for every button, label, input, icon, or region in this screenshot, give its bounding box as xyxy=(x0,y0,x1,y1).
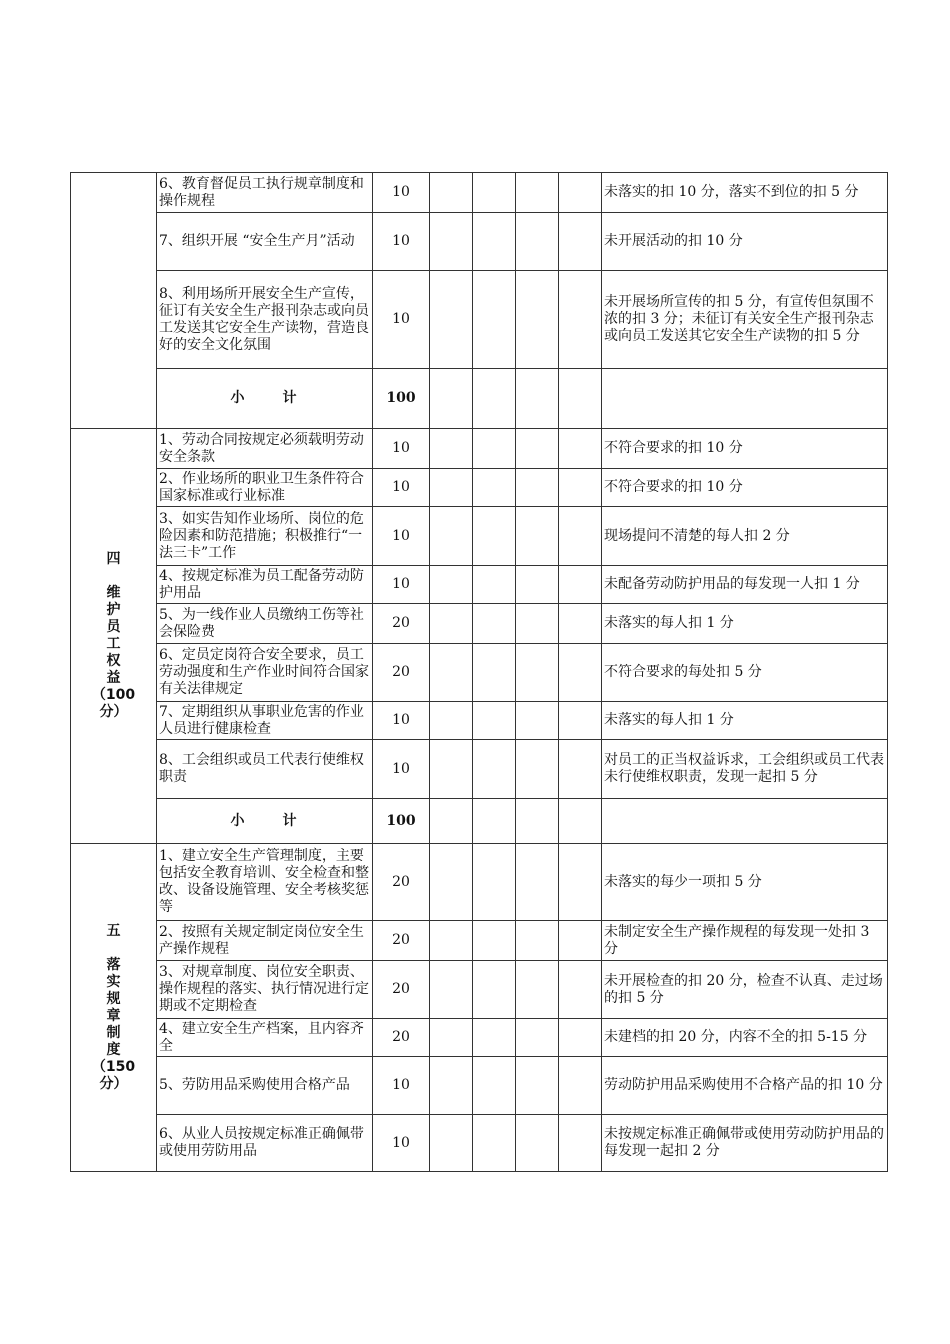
blank-cell xyxy=(473,507,516,566)
blank-cell xyxy=(516,566,559,604)
table-row xyxy=(71,644,888,702)
table-row xyxy=(71,1057,888,1115)
blank-cell xyxy=(516,213,559,271)
section-label: 四 维 护 员 工 权 益 （100 分） xyxy=(71,429,157,844)
item-text: 5、劳防用品采购使用合格产品 xyxy=(157,1057,373,1115)
deduction-rule: 未落实的每人扣 1 分 xyxy=(602,702,888,740)
item-text: 1、劳动合同按规定必须载明劳动安全条款 xyxy=(157,429,373,469)
blank-cell xyxy=(559,644,602,702)
blank-cell xyxy=(430,740,473,799)
table-row xyxy=(71,1019,888,1057)
blank-cell xyxy=(559,1019,602,1057)
blank-cell xyxy=(430,644,473,702)
standard-score: 10 xyxy=(373,507,430,566)
blank-cell xyxy=(516,369,559,429)
blank-cell xyxy=(559,1115,602,1172)
blank-cell xyxy=(516,644,559,702)
item-text: 6、教育督促员工执行规章制度和操作规程 xyxy=(157,173,373,213)
blank-cell xyxy=(430,961,473,1019)
blank-cell xyxy=(473,566,516,604)
blank-cell xyxy=(602,799,888,844)
subtotal-row xyxy=(71,799,888,844)
blank-cell xyxy=(559,1057,602,1115)
section-label xyxy=(71,173,157,429)
blank-cell xyxy=(516,1057,559,1115)
item-text: 2、按照有关规定制定岗位安全生产操作规程 xyxy=(157,921,373,961)
table-row xyxy=(71,844,888,921)
blank-cell xyxy=(516,507,559,566)
blank-cell xyxy=(516,740,559,799)
blank-cell xyxy=(430,507,473,566)
deduction-rule: 未开展场所宣传的扣 5 分，有宣传但氛围不浓的扣 3 分；未征订有关安全生产报刊杂志或向员工发送其它安全生产读物的扣 5 分 xyxy=(602,271,888,369)
blank-cell xyxy=(516,604,559,644)
standard-score: 20 xyxy=(373,844,430,921)
blank-cell xyxy=(516,469,559,507)
blank-cell xyxy=(516,844,559,921)
blank-cell xyxy=(473,1019,516,1057)
deduction-rule: 不符合要求的扣 10 分 xyxy=(602,469,888,507)
blank-cell xyxy=(559,844,602,921)
blank-cell xyxy=(559,921,602,961)
deduction-rule: 劳动防护用品采购使用不合格产品的扣 10 分 xyxy=(602,1057,888,1115)
blank-cell xyxy=(559,604,602,644)
item-text: 3、如实告知作业场所、岗位的危险因素和防范措施；积极推行“一法三卡”工作 xyxy=(157,507,373,566)
table-row xyxy=(71,1115,888,1172)
blank-cell xyxy=(559,740,602,799)
blank-cell xyxy=(559,507,602,566)
table-row xyxy=(71,173,888,213)
table-row xyxy=(71,469,888,507)
standard-score: 10 xyxy=(373,702,430,740)
blank-cell xyxy=(430,702,473,740)
blank-cell xyxy=(473,173,516,213)
standard-score: 10 xyxy=(373,213,430,271)
blank-cell xyxy=(473,429,516,469)
blank-cell xyxy=(473,961,516,1019)
table-row xyxy=(71,271,888,369)
item-text: 8、利用场所开展安全生产宣传，征订有关安全生产报刊杂志或向员工发送其它安全生产读物，营造良好的安全文化氛围 xyxy=(157,271,373,369)
blank-cell xyxy=(559,702,602,740)
standard-score: 20 xyxy=(373,921,430,961)
standard-score: 20 xyxy=(373,961,430,1019)
deduction-rule: 未建档的扣 20 分，内容不全的扣 5-15 分 xyxy=(602,1019,888,1057)
item-text: 8、工会组织或员工代表行使维权职责 xyxy=(157,740,373,799)
blank-cell xyxy=(516,1019,559,1057)
deduction-rule: 未制定安全生产操作规程的每发现一处扣 3 分 xyxy=(602,921,888,961)
item-text: 3、对规章制度、岗位安全职责、操作规程的落实、执行情况进行定期或不定期检查 xyxy=(157,961,373,1019)
blank-cell xyxy=(516,429,559,469)
item-text: 7、组织开展 “安全生产月”活动 xyxy=(157,213,373,271)
standard-score: 20 xyxy=(373,1019,430,1057)
blank-cell xyxy=(473,844,516,921)
blank-cell xyxy=(473,644,516,702)
standard-score: 20 xyxy=(373,644,430,702)
item-text: 2、作业场所的职业卫生条件符合国家标准或行业标准 xyxy=(157,469,373,507)
deduction-rule: 未落实的扣 10 分，落实不到位的扣 5 分 xyxy=(602,173,888,213)
standard-score: 10 xyxy=(373,469,430,507)
blank-cell xyxy=(559,429,602,469)
blank-cell xyxy=(430,213,473,271)
standard-score: 10 xyxy=(373,740,430,799)
blank-cell xyxy=(516,271,559,369)
standard-score: 10 xyxy=(373,173,430,213)
blank-cell xyxy=(559,799,602,844)
subtotal-row xyxy=(71,369,888,429)
blank-cell xyxy=(430,1019,473,1057)
blank-cell xyxy=(430,271,473,369)
blank-cell xyxy=(516,1115,559,1172)
deduction-rule: 未按规定标准正确佩带或使用劳动防护用品的每发现一起扣 2 分 xyxy=(602,1115,888,1172)
deduction-rule: 不符合要求的每处扣 5 分 xyxy=(602,644,888,702)
blank-cell xyxy=(473,369,516,429)
table-row xyxy=(71,740,888,799)
blank-cell xyxy=(473,213,516,271)
blank-cell xyxy=(430,844,473,921)
deduction-rule: 未落实的每人扣 1 分 xyxy=(602,604,888,644)
blank-cell xyxy=(430,173,473,213)
subtotal-label: 小 计 xyxy=(157,369,373,429)
blank-cell xyxy=(430,566,473,604)
blank-cell xyxy=(473,271,516,369)
blank-cell xyxy=(430,1057,473,1115)
blank-cell xyxy=(559,961,602,1019)
blank-cell xyxy=(559,173,602,213)
table-row xyxy=(71,961,888,1019)
standard-score: 10 xyxy=(373,566,430,604)
subtotal-score: 100 xyxy=(373,799,430,844)
blank-cell xyxy=(559,469,602,507)
blank-cell xyxy=(516,921,559,961)
assessment-table xyxy=(70,172,888,1172)
blank-cell xyxy=(516,799,559,844)
blank-cell xyxy=(516,702,559,740)
blank-cell xyxy=(559,213,602,271)
standard-score: 10 xyxy=(373,429,430,469)
deduction-rule: 不符合要求的扣 10 分 xyxy=(602,429,888,469)
blank-cell xyxy=(473,469,516,507)
blank-cell xyxy=(430,604,473,644)
subtotal-score: 100 xyxy=(373,369,430,429)
blank-cell xyxy=(473,702,516,740)
item-text: 5、为一线作业人员缴纳工伤等社会保险费 xyxy=(157,604,373,644)
standard-score: 10 xyxy=(373,1057,430,1115)
blank-cell xyxy=(559,369,602,429)
deduction-rule: 未落实的每少一项扣 5 分 xyxy=(602,844,888,921)
item-text: 6、从业人员按规定标准正确佩带或使用劳防用品 xyxy=(157,1115,373,1172)
blank-cell xyxy=(430,469,473,507)
blank-cell xyxy=(473,1057,516,1115)
blank-cell xyxy=(473,1115,516,1172)
blank-cell xyxy=(430,1115,473,1172)
blank-cell xyxy=(602,369,888,429)
standard-score: 20 xyxy=(373,604,430,644)
blank-cell xyxy=(559,566,602,604)
item-text: 4、建立安全生产档案，且内容齐全 xyxy=(157,1019,373,1057)
deduction-rule: 现场提问不清楚的每人扣 2 分 xyxy=(602,507,888,566)
standard-score: 10 xyxy=(373,271,430,369)
deduction-rule: 未配备劳动防护用品的每发现一人扣 1 分 xyxy=(602,566,888,604)
blank-cell xyxy=(430,921,473,961)
table-row xyxy=(71,702,888,740)
blank-cell xyxy=(473,740,516,799)
deduction-rule: 未开展检查的扣 20 分，检查不认真、走过场的扣 5 分 xyxy=(602,961,888,1019)
table-row xyxy=(71,921,888,961)
blank-cell xyxy=(516,961,559,1019)
table-row xyxy=(71,604,888,644)
standard-score: 10 xyxy=(373,1115,430,1172)
blank-cell xyxy=(430,429,473,469)
blank-cell xyxy=(516,173,559,213)
blank-cell xyxy=(430,369,473,429)
blank-cell xyxy=(473,799,516,844)
deduction-rule: 对员工的正当权益诉求，工会组织或员工代表未行使维权职责，发现一起扣 5 分 xyxy=(602,740,888,799)
table-row xyxy=(71,213,888,271)
table-row xyxy=(71,566,888,604)
table-row xyxy=(71,507,888,566)
item-text: 4、按规定标准为员工配备劳动防护用品 xyxy=(157,566,373,604)
blank-cell xyxy=(473,921,516,961)
section-label: 五 落 实 规 章 制 度 （150 分） xyxy=(71,844,157,1172)
item-text: 7、定期组织从事职业危害的作业人员进行健康检查 xyxy=(157,702,373,740)
item-text: 6、定员定岗符合安全要求，员工劳动强度和生产作业时间符合国家有关法律规定 xyxy=(157,644,373,702)
blank-cell xyxy=(559,271,602,369)
blank-cell xyxy=(430,799,473,844)
deduction-rule: 未开展活动的扣 10 分 xyxy=(602,213,888,271)
blank-cell xyxy=(473,604,516,644)
table-row xyxy=(71,429,888,469)
item-text: 1、建立安全生产管理制度，主要包括安全教育培训、安全检查和整改、设备设施管理、安全考核奖惩等 xyxy=(157,844,373,921)
subtotal-label: 小 计 xyxy=(157,799,373,844)
